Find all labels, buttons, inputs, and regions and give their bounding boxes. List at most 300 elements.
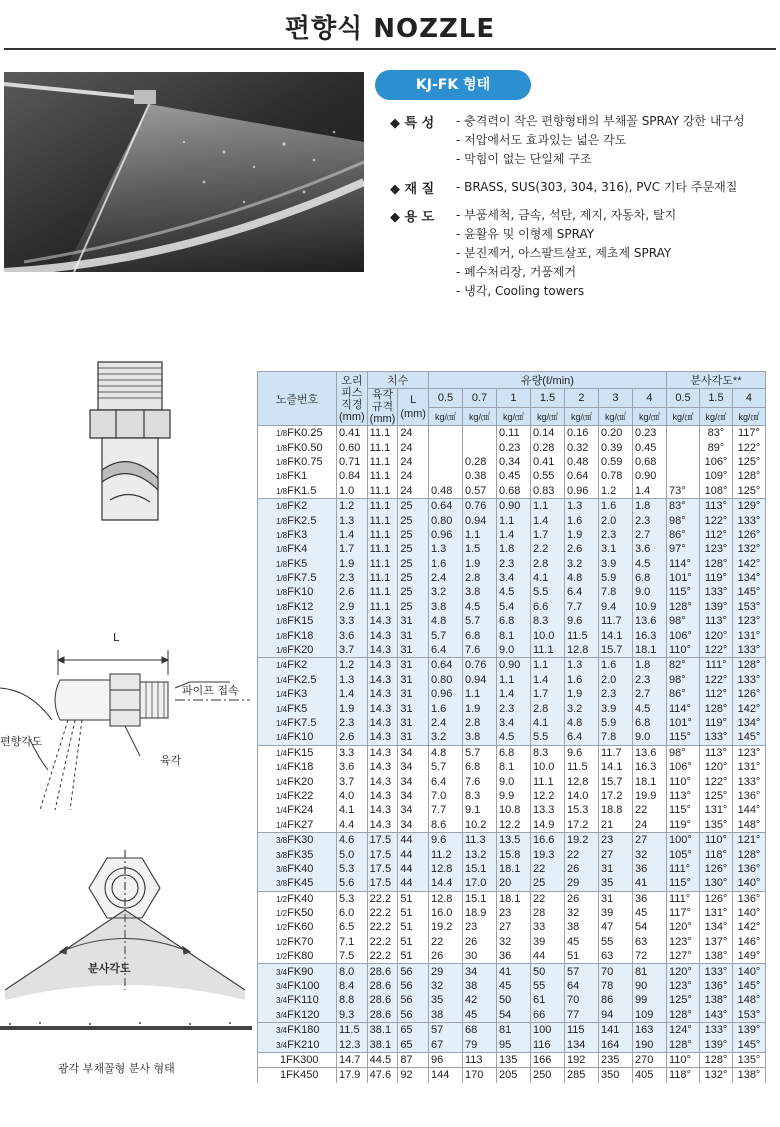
table-row (258, 979, 766, 993)
model-code: FK20 (287, 775, 314, 788)
flow-value: 190 (632, 1037, 666, 1052)
angle-value: 135° (732, 1052, 765, 1067)
flow-value: 0.45 (496, 469, 530, 483)
hex-value: 14.3 (367, 643, 398, 658)
angle-value: 143° (699, 1008, 732, 1023)
flow-value: 1.7 (530, 687, 564, 701)
angle-value: 131° (699, 906, 732, 920)
hex-value: 17.5 (367, 862, 398, 876)
angle-value: 73° (666, 484, 699, 499)
flow-value: 90 (632, 979, 666, 993)
nozzle-number (258, 455, 337, 469)
model-code: FK30 (287, 834, 314, 847)
table-row (258, 906, 766, 920)
size-fraction: 1/2 (276, 894, 288, 904)
length-value: 25 (398, 528, 429, 542)
flow-value: 13.6 (632, 614, 666, 628)
flow-value: 22 (428, 935, 462, 949)
orifice-value: 8.0 (337, 964, 368, 979)
nozzle-number (258, 818, 337, 833)
flow-value: 8.1 (496, 760, 530, 774)
nozzle-number (258, 789, 337, 803)
orifice-value: 1.7 (337, 542, 368, 556)
orifice-value: 5.3 (337, 862, 368, 876)
pressure-unit: kg/㎠ (666, 407, 699, 426)
col-dimensions: 치수 (367, 372, 428, 389)
flow-value: 4.1 (530, 716, 564, 730)
flow-value: 1.7 (530, 528, 564, 542)
nozzle-number (258, 513, 337, 527)
model-code: FK5 (287, 702, 308, 715)
flow-value: 32 (564, 906, 598, 920)
angle-value: 101° (666, 716, 699, 730)
length-value: 31 (398, 614, 429, 628)
size-fraction: 1/2 (276, 909, 288, 919)
angle-value: 98° (666, 745, 699, 760)
angle-value: 100° (666, 832, 699, 847)
flow-value: 12.8 (428, 862, 462, 876)
flow-value: 0.48 (564, 455, 598, 469)
size-fraction: 1/8 (276, 646, 288, 656)
size-fraction: 1/8 (276, 602, 288, 612)
flow-value: 0.59 (598, 455, 632, 469)
col-spray-angle: 분사각도** (666, 372, 765, 389)
nozzle-number (258, 440, 337, 454)
feature-line: - 냉각, Cooling towers (456, 284, 585, 298)
flow-value: 1.1 (462, 528, 496, 542)
flow-value: 10.2 (462, 818, 496, 833)
flow-value: 3.6 (632, 542, 666, 556)
flow-value: 18.8 (598, 803, 632, 817)
orifice-value: 11.5 (337, 1023, 368, 1038)
orifice-value: 5.6 (337, 876, 368, 891)
flow-value: 5.9 (598, 571, 632, 585)
length-value: 34 (398, 745, 429, 760)
flow-value: 6.4 (428, 774, 462, 788)
flow-value: 1.8 (632, 658, 666, 673)
orifice-value: 0.84 (337, 469, 368, 483)
flow-value: 79 (462, 1037, 496, 1052)
flow-value: 23 (462, 920, 496, 934)
flow-value: 12.2 (496, 818, 530, 833)
flow-value: 14.4 (428, 876, 462, 891)
angle-value (666, 455, 699, 469)
flow-value: 7.6 (462, 643, 496, 658)
flow-value: 54 (496, 1008, 530, 1023)
flow-value: 38 (428, 1008, 462, 1023)
flow-value: 38 (564, 920, 598, 934)
flow-value: 63 (598, 949, 632, 964)
flow-value: 15.7 (598, 643, 632, 658)
size-fraction: 1/8 (276, 486, 288, 496)
flow-value: 0.80 (428, 513, 462, 527)
angle-value: 83° (699, 426, 732, 441)
length-value: 25 (398, 585, 429, 599)
flow-value: 1.4 (496, 687, 530, 701)
length-value: 56 (398, 979, 429, 993)
flow-value: 0.68 (496, 484, 530, 499)
orifice-value: 2.6 (337, 585, 368, 599)
flow-value: 27 (632, 832, 666, 847)
flow-value: 1.6 (564, 673, 598, 687)
table-row (258, 716, 766, 730)
angle-value: 132° (699, 1068, 732, 1083)
size-fraction: 3/8 (276, 836, 288, 846)
flow-value: 0.64 (564, 469, 598, 483)
angle-value: 145° (732, 979, 765, 993)
flow-value: 116 (530, 1037, 564, 1052)
deflection-angle-label: 편향각도 (0, 735, 43, 748)
table-row (258, 862, 766, 876)
angle-value: 133° (699, 730, 732, 745)
angle-value: 111° (699, 658, 732, 673)
col-orifice: 오리 피스 직경 (mm) (337, 372, 368, 426)
angle-value: 136° (732, 789, 765, 803)
spray-photo (4, 72, 364, 272)
hex-value: 14.3 (367, 745, 398, 760)
angle-value: 142° (732, 557, 765, 571)
flow-value: 0.64 (428, 498, 462, 513)
flow-value: 134 (564, 1037, 598, 1052)
angle-value: 142° (732, 701, 765, 715)
table-row (258, 818, 766, 833)
flow-value: 39 (530, 935, 564, 949)
spec-table (257, 371, 766, 1083)
flow-value: 3.4 (496, 716, 530, 730)
flow-value: 6.8 (462, 760, 496, 774)
col-flow: 유량(ℓ/min) (428, 372, 666, 389)
nozzle-number (258, 774, 337, 788)
flow-value: 81 (496, 1023, 530, 1038)
flow-value (428, 426, 462, 441)
angle-value: 86° (666, 528, 699, 542)
flow-value: 70 (598, 964, 632, 979)
table-row (258, 1037, 766, 1052)
flow-value: 2.4 (428, 716, 462, 730)
flow-value: 2.3 (598, 528, 632, 542)
angle-value: 122° (699, 643, 732, 658)
orifice-value: 2.9 (337, 600, 368, 614)
table-row (258, 847, 766, 861)
table-row (258, 730, 766, 745)
table-row (258, 513, 766, 527)
flow-value: 14.9 (530, 818, 564, 833)
flow-value: 7.7 (564, 600, 598, 614)
flow-value: 3.1 (598, 542, 632, 556)
flow-value: 45 (462, 1008, 496, 1023)
flow-value: 6.8 (496, 614, 530, 628)
angle-value: 125° (732, 484, 765, 499)
hex-value: 14.3 (367, 818, 398, 833)
flow-value: 0.68 (632, 455, 666, 469)
flow-value: 1.9 (462, 557, 496, 571)
size-fraction: 1/8 (276, 574, 288, 584)
table-row (258, 571, 766, 585)
flow-value: 22 (530, 891, 564, 906)
nozzle-number (258, 993, 337, 1007)
feature-line: - BRASS, SUS(303, 304, 316), PVC 기타 주문재질 (456, 180, 738, 194)
hex-value: 11.1 (367, 484, 398, 499)
dim-l-label: L (113, 631, 120, 644)
angle-value: 131° (699, 803, 732, 817)
flow-value: 45 (496, 979, 530, 993)
flow-value: 78 (598, 979, 632, 993)
flow-value: 7.8 (598, 585, 632, 599)
flow-value: 0.20 (598, 426, 632, 441)
pressure-unit: kg/㎠ (564, 407, 598, 426)
orifice-value: 9.3 (337, 1008, 368, 1023)
angle-value: 131° (732, 628, 765, 642)
feature-label: ◆ 특 성 (390, 116, 435, 131)
angle-value: 112° (699, 687, 732, 701)
angle-value: 128° (666, 600, 699, 614)
flow-value: 23 (598, 832, 632, 847)
hex-value: 11.1 (367, 542, 398, 556)
flow-value (428, 469, 462, 483)
nozzle-number (258, 745, 337, 760)
flow-value: 11.5 (564, 760, 598, 774)
length-value: 44 (398, 847, 429, 861)
flow-value: 0.96 (564, 484, 598, 499)
table-row (258, 891, 766, 906)
model-code: FK210 (287, 1038, 320, 1051)
flow-value: 2.8 (462, 571, 496, 585)
table-row (258, 628, 766, 642)
flow-value: 1.9 (462, 701, 496, 715)
length-value: 44 (398, 876, 429, 891)
flow-value: 5.7 (462, 614, 496, 628)
flow-value: 11.1 (530, 774, 564, 788)
angle-value: 106° (666, 628, 699, 642)
flow-value (428, 440, 462, 454)
nozzle-number (258, 469, 337, 483)
model-code: FK12 (287, 600, 314, 613)
flow-value: 54 (632, 920, 666, 934)
flow-value: 41 (632, 876, 666, 891)
length-value: 25 (398, 498, 429, 513)
length-value: 25 (398, 571, 429, 585)
flow-value: 70 (564, 993, 598, 1007)
model-code: FK15 (287, 746, 314, 759)
flow-value: 14.1 (598, 628, 632, 642)
flow-value: 31 (598, 862, 632, 876)
size-fraction: 1/8 (276, 443, 288, 453)
size-fraction: 1/4 (276, 704, 288, 714)
flow-value: 1.4 (530, 673, 564, 687)
nozzle-number (258, 687, 337, 701)
flow-value: 192 (564, 1052, 598, 1067)
size-fraction: 1/4 (276, 748, 288, 758)
feature-label: ◆ 용 도 (390, 210, 435, 225)
model-code: FK40 (287, 892, 314, 905)
orifice-value: 7.1 (337, 935, 368, 949)
flow-value: 15.1 (462, 891, 496, 906)
flow-value: 135 (496, 1052, 530, 1067)
hex-value: 11.1 (367, 528, 398, 542)
flow-value: 11.7 (598, 745, 632, 760)
length-value: 25 (398, 600, 429, 614)
flow-value: 6.4 (428, 643, 462, 658)
angle-value: 134° (732, 571, 765, 585)
flow-value: 13.6 (632, 745, 666, 760)
nozzle-number (258, 498, 337, 513)
hex-value: 47.6 (367, 1068, 398, 1083)
angle-value: 133° (699, 964, 732, 979)
flow-value (462, 440, 496, 454)
col-flow-pressure: 0.7 (462, 389, 496, 408)
flow-value: 99 (632, 993, 666, 1007)
col-flow-pressure: 3 (598, 389, 632, 408)
angle-value: 136° (732, 862, 765, 876)
length-value: 31 (398, 716, 429, 730)
flow-value: 72 (632, 949, 666, 964)
orifice-value: 0.60 (337, 440, 368, 454)
angle-value: 153° (732, 600, 765, 614)
hex-value: 28.6 (367, 1008, 398, 1023)
angle-value: 106° (666, 760, 699, 774)
angle-value: 109° (699, 469, 732, 483)
flow-value: 1.9 (564, 528, 598, 542)
flow-value: 3.4 (496, 571, 530, 585)
flow-value: 30 (462, 949, 496, 964)
table-row (258, 542, 766, 556)
angle-value: 128° (699, 557, 732, 571)
flow-value: 14.0 (564, 789, 598, 803)
angle-value: 113° (699, 745, 732, 760)
flow-value: 22 (632, 803, 666, 817)
pressure-unit: kg/㎠ (462, 407, 496, 426)
size-fraction: 1/4 (276, 806, 288, 816)
flow-value: 5.5 (530, 730, 564, 745)
nozzle-number (258, 906, 337, 920)
hex-value: 14.3 (367, 658, 398, 673)
hex-value: 17.5 (367, 876, 398, 891)
flow-value: 9.1 (462, 803, 496, 817)
feature-line: - 부품세척, 금속, 석탄, 제지, 자동차, 탈지 (456, 208, 677, 222)
angle-value: 113° (699, 614, 732, 628)
pressure-unit: kg/㎠ (496, 407, 530, 426)
size-fraction: 1/4 (276, 791, 288, 801)
size-fraction: 3/4 (276, 1010, 288, 1020)
size-fraction: 1/8 (276, 631, 288, 641)
angle-value: 126° (699, 862, 732, 876)
flow-value: 0.80 (428, 673, 462, 687)
table-row (258, 557, 766, 571)
size-fraction: 1/4 (276, 763, 288, 773)
hex-value: 28.6 (367, 993, 398, 1007)
angle-value: 126° (732, 687, 765, 701)
flow-value: 0.45 (632, 440, 666, 454)
flow-value: 12.8 (428, 891, 462, 906)
flow-value: 18.9 (462, 906, 496, 920)
orifice-value: 3.6 (337, 628, 368, 642)
page-title: 편향식 NOZZLE (284, 14, 496, 44)
flow-value: 205 (496, 1068, 530, 1083)
orifice-value: 8.4 (337, 979, 368, 993)
flow-value: 17.2 (564, 818, 598, 833)
angle-value: 118° (666, 1068, 699, 1083)
model-code: FK100 (287, 980, 320, 993)
flow-value: 4.5 (496, 585, 530, 599)
flow-value: 6.8 (496, 745, 530, 760)
angle-value: 122° (699, 673, 732, 687)
flow-value: 18.1 (632, 774, 666, 788)
flow-value: 1.4 (632, 484, 666, 499)
angle-value: 98° (666, 673, 699, 687)
flow-value: 0.57 (462, 484, 496, 499)
orifice-value: 5.3 (337, 891, 368, 906)
angle-value: 123° (666, 979, 699, 993)
flow-value: 4.1 (530, 571, 564, 585)
hex-value: 14.3 (367, 760, 398, 774)
angle-value: 86° (666, 687, 699, 701)
model-code: FK90 (287, 965, 314, 978)
flow-value: 2.7 (632, 528, 666, 542)
nozzle-number (258, 803, 337, 817)
col-flow-pressure: 1 (496, 389, 530, 408)
angle-value: 112° (699, 528, 732, 542)
size-fraction: 1/8 (276, 545, 288, 555)
angle-value: 121° (732, 832, 765, 847)
flow-value: 36 (496, 949, 530, 964)
angle-value: 113° (666, 789, 699, 803)
flow-value: 96 (428, 1052, 462, 1067)
flow-value: 14.1 (598, 760, 632, 774)
length-value: 44 (398, 832, 429, 847)
flow-value: 1.9 (564, 687, 598, 701)
nozzle-number (258, 979, 337, 993)
length-value: 51 (398, 891, 429, 906)
col-hex-size: 육각 규격 (mm) (367, 389, 398, 426)
angle-value: 108° (699, 484, 732, 499)
flow-value: 36 (632, 891, 666, 906)
model-code: FK40 (287, 862, 314, 875)
pressure-unit: kg/㎠ (598, 407, 632, 426)
flow-value: 2.0 (598, 673, 632, 687)
angle-value: 145° (732, 1037, 765, 1052)
size-fraction: 1/4 (276, 719, 288, 728)
angle-value: 122° (699, 774, 732, 788)
col-flow-pressure: 4 (632, 389, 666, 408)
angle-value: 115° (666, 803, 699, 817)
angle-value: 130° (699, 876, 732, 891)
hex-value: 14.3 (367, 730, 398, 745)
table-row (258, 585, 766, 599)
model-code: FK0.50 (287, 441, 323, 454)
orifice-value: 17.9 (337, 1068, 368, 1083)
angle-value: 136° (732, 891, 765, 906)
angle-value: 138° (699, 949, 732, 964)
table-row (258, 789, 766, 803)
flow-value: 7.8 (598, 730, 632, 745)
nozzle-number (258, 832, 337, 847)
hex-value: 44.5 (367, 1052, 398, 1067)
flow-value: 12.8 (564, 774, 598, 788)
feature-line: - 막힘이 없는 단일체 구조 (456, 152, 592, 166)
table-row (258, 673, 766, 687)
flow-value: 1.4 (530, 513, 564, 527)
flow-value: 7.0 (428, 789, 462, 803)
angle-value: 128° (732, 469, 765, 483)
flow-value: 2.3 (598, 687, 632, 701)
table-row (258, 455, 766, 469)
flow-value: 0.39 (598, 440, 632, 454)
length-value: 56 (398, 964, 429, 979)
angle-value: 125° (699, 789, 732, 803)
flow-value: 22 (564, 847, 598, 861)
hex-value: 28.6 (367, 979, 398, 993)
flow-value: 2.2 (530, 542, 564, 556)
